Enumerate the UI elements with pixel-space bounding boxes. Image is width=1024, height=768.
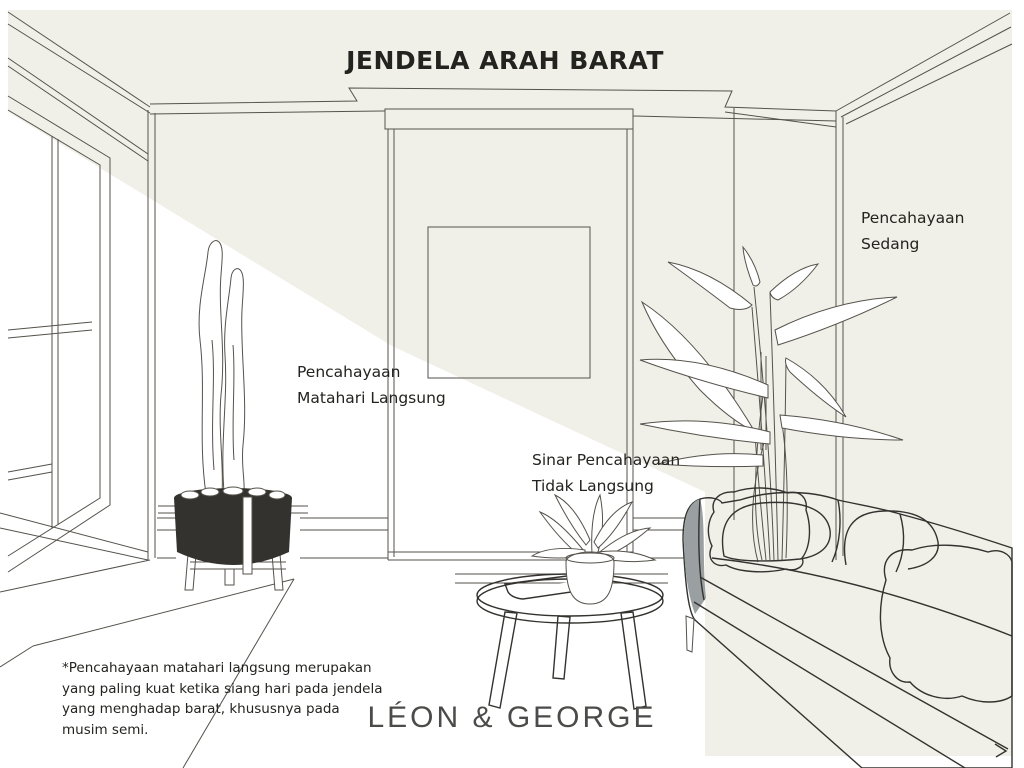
plant-pot	[566, 552, 614, 604]
brand-logo: LÉON & GEORGE	[367, 701, 657, 734]
label-direct-sunlight-line1: Pencahayaan	[297, 363, 401, 381]
label-direct-sunlight	[297, 359, 446, 411]
sofa-leg	[686, 616, 694, 652]
label-indirect-light-line2: Tidak Langsung	[532, 477, 654, 495]
label-medium-light-line2: Sedang	[861, 235, 920, 253]
label-indirect-light-line1: Sinar Pencahayaan	[532, 451, 681, 469]
footnote-line: yang menghadap barat, khususnya pada	[62, 701, 340, 717]
label-medium-light	[861, 205, 965, 257]
footnote-line: musim semi.	[62, 721, 149, 738]
page-title: JENDELA ARAH BARAT	[346, 46, 664, 75]
label-indirect-light	[532, 447, 680, 499]
footnote-line: yang paling kuat ketika siang hari pada jendela	[62, 680, 383, 697]
footnote-line: *Pencahayaan matahari langsung merupakan	[62, 660, 372, 676]
label-direct-sunlight-line2: Matahari Langsung	[297, 389, 446, 407]
label-medium-light-line1: Pencahayaan	[861, 209, 965, 227]
